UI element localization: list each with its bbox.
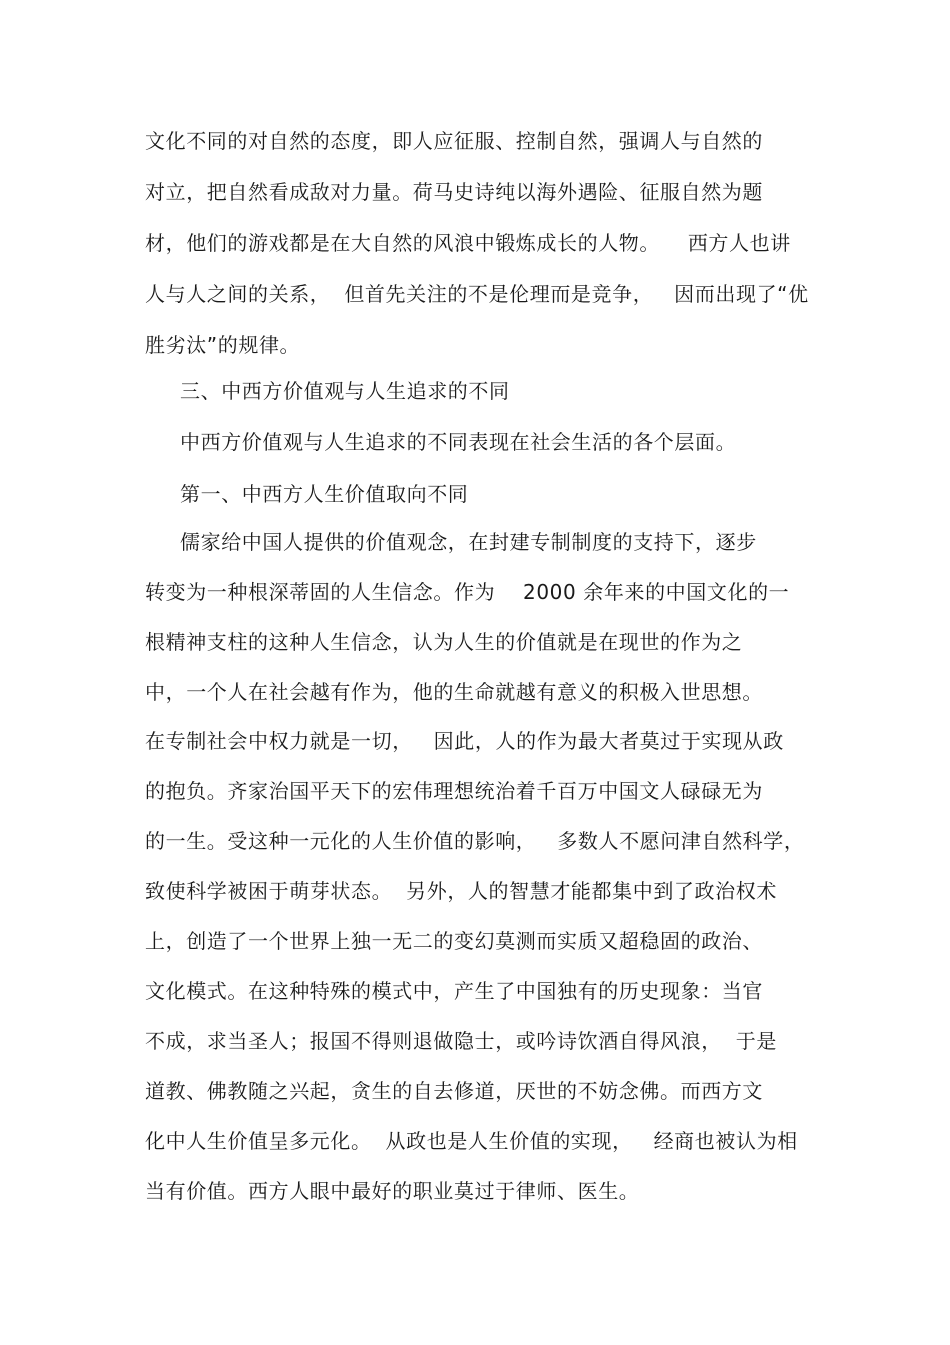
- text-line: 上，创造了一个世界上独一无二的变幻莫测而实质又超稳固的政治、: [145, 929, 763, 953]
- paragraph-line: 儒家给中国人提供的价值观念，在封建专制制度的支持下，逐步: [180, 530, 757, 554]
- text-line: 道教、佛教随之兴起，贪生的自去修道，厌世的不妨念佛。而西方文: [145, 1079, 763, 1103]
- text-line: 当有价值。西方人眼中最好的职业莫过于律师、医生。: [145, 1179, 640, 1203]
- text-line: 的一生。受这种一元化的人生价值的影响， 多数人不愿问津自然科学，: [145, 829, 805, 853]
- text-line: 转变为一种根深蒂固的人生信念。作为 2000 余年来的中国文化的一: [145, 580, 790, 604]
- text-line: 中，一个人在社会越有作为，他的生命就越有意义的积极入世思想。: [145, 680, 763, 704]
- paragraph-line: 中西方价值观与人生追求的不同表现在社会生活的各个层面。: [180, 430, 737, 454]
- text-line: 材，他们的游戏都是在大自然的风浪中锻炼成长的人物。 西方人也讲: [145, 231, 791, 255]
- text-line: 根精神支柱的这种人生信念，认为人生的价值就是在现世的作为之: [145, 630, 743, 654]
- text-line: 人与人之间的关系， 但首先关注的不是伦理而是竞争， 因而出现了“优: [145, 282, 809, 306]
- text-line: 化中人生价值呈多元化。 从政也是人生价值的实现， 经商也被认为相: [145, 1129, 798, 1153]
- text-line: 文化不同的对自然的态度，即人应征服、控制自然，强调人与自然的: [145, 129, 763, 153]
- text-line: 胜劣汰”的规律。: [145, 333, 301, 357]
- text-line: 文化模式。在这种特殊的模式中，产生了中国独有的历史现象：当官: [145, 979, 763, 1003]
- text-line: 不成，求当圣人；报国不得则退做隐士，或吟诗饮酒自得风浪， 于是: [145, 1029, 777, 1053]
- text-line: 的抱负。齐家治国平天下的宏伟理想统治着千百万中国文人碌碌无为: [145, 779, 763, 803]
- subsection-heading: 第一、中西方人生价值取向不同: [180, 482, 469, 506]
- text-line: 致使科学被困于萌芽状态。 另外，人的智慧才能都集中到了政治权术: [145, 879, 777, 903]
- section-heading: 三、中西方价值观与人生追求的不同: [180, 379, 510, 403]
- text-line: 对立，把自然看成敌对力量。荷马史诗纯以海外遇险、征服自然为题: [145, 180, 763, 204]
- text-line: 在专制社会中权力就是一切， 因此，人的作为最大者莫过于实现从政: [145, 729, 784, 753]
